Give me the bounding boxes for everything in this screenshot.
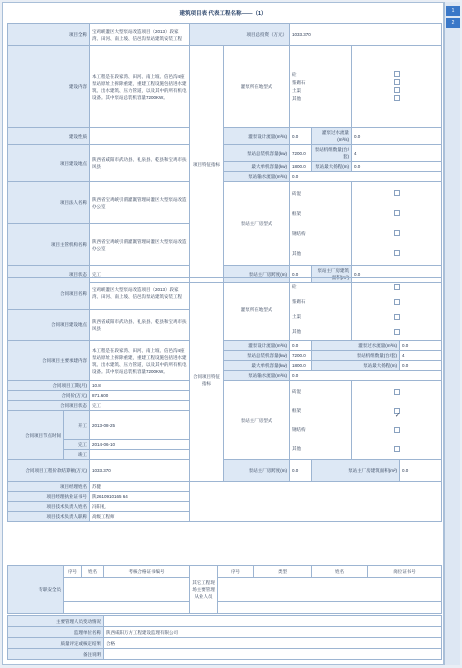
- other-staff-label: 其它工程现场主要管理从业人员: [190, 566, 218, 614]
- cert-label: 项目经理执业证书号: [8, 492, 90, 502]
- project-table: [7, 23, 442, 283]
- tech-label: 项目技术负责人姓名: [8, 502, 90, 512]
- record-sheet: [2, 2, 444, 665]
- max-flow-value: 0.0: [290, 128, 312, 145]
- tech-title-value: 高级工程师: [90, 512, 190, 522]
- c-form-options: [290, 278, 352, 341]
- checkbox[interactable]: [394, 314, 400, 320]
- features-label: 项目特征指标: [190, 46, 224, 283]
- contract-name-label: 合同项目名称: [8, 278, 90, 310]
- name-header-2: 姓名: [312, 566, 368, 578]
- total-cap-label: 泵站总装机容量(kw): [224, 145, 290, 162]
- form-option-2: 土渠: [292, 87, 301, 93]
- checkbox[interactable]: [394, 299, 400, 305]
- c-building-label: 泵站主厂房型式: [224, 381, 290, 460]
- units-label: 泵站机组数量(台/套): [312, 145, 352, 162]
- c-building-option-3: 其他: [292, 446, 301, 451]
- c-tunnel: 0.0: [400, 341, 442, 351]
- tech-title-label: 项目技术负责人职称: [8, 512, 90, 522]
- c-floor-label: 泵站主厂房建筑面积(m²): [312, 460, 400, 482]
- tunnel-value: 0.0: [352, 128, 442, 145]
- checkbox[interactable]: [394, 250, 400, 256]
- nature-value: [90, 128, 190, 145]
- contract-name: 宝鸡峡灌区大型泵站改造项目（2013）段家湾、田河、南上坡、信邑沟泵站建筑安装工程: [90, 278, 190, 310]
- start-value: 2013-08-25: [90, 411, 190, 440]
- start-label: 开工: [64, 411, 90, 440]
- type-header: 类型: [254, 566, 312, 578]
- nature-label: 建设性质: [8, 128, 90, 145]
- checkbox[interactable]: [394, 190, 400, 196]
- period-label: 合同项目工期(月): [8, 381, 90, 391]
- checkbox[interactable]: [394, 210, 400, 216]
- c-building-checkboxes: [352, 381, 442, 460]
- project-name: 宝鸡峡灌区大型泵站改造项目（2013）段家湾、田河、南上坡、信邑沟泵站建筑安装工程: [90, 24, 190, 46]
- changes-value: [104, 616, 442, 627]
- c-form-option-0: 砼: [292, 284, 297, 289]
- c-form-label: 灌泵所在地型式: [224, 278, 290, 341]
- c-design-flow: 0.0: [290, 371, 442, 381]
- page-button-1[interactable]: 1: [446, 6, 460, 16]
- seq-header: 序号: [64, 566, 82, 578]
- area-value: 0.0: [290, 266, 312, 283]
- quality-label: 质量评定或核定结果: [8, 638, 104, 649]
- checkbox[interactable]: [394, 427, 400, 433]
- lift-value: 0.0: [352, 162, 442, 172]
- checkbox[interactable]: [394, 79, 400, 85]
- contract-location-label: 合同项目建设地点: [8, 309, 90, 341]
- quality-value: 合格: [104, 638, 442, 649]
- contract-content-label: 合同项目主要承建内容: [8, 341, 90, 381]
- accept-value: [90, 450, 190, 460]
- tunnel-label: 灌泵过水流量(m³/s): [312, 128, 352, 145]
- c-tunnel-label: 灌泵过水流量(m³/s): [312, 341, 400, 351]
- form-checkboxes: [352, 46, 442, 128]
- supervisor-label: 监理单位名称: [8, 627, 104, 638]
- max-flow-label: 灌泵设计流量(m³/s): [224, 128, 290, 145]
- design-flow-label: 泵站输水流量(m³/s): [224, 172, 290, 182]
- tech-value: 冯阳礼: [90, 502, 190, 512]
- checkbox[interactable]: [394, 329, 400, 335]
- checkbox[interactable]: [394, 389, 400, 395]
- finish-value: 2014-06-10: [90, 440, 190, 450]
- price-value: 871.600: [90, 391, 190, 401]
- dept-label: 项目主管机构名称: [8, 224, 90, 266]
- location-value: 陕西省咸阳市武功县、礼泉县、乾县和宝鸡市扶风县: [90, 145, 190, 182]
- legal-label: 项目法人名称: [8, 182, 90, 224]
- content-value: 本工程是在段家湾、田河、南上坡、信邑沟4座泵站原址上拆除重建，重建工程设施包括进水建筑、出水建筑、压力管道，以及其中的所有机电设备。其中泵站总装机容量7200KW。: [90, 46, 190, 128]
- contract-content: 本工程是在段家湾、田河、南上坡、信邑沟4座泵站原址上拆除重建，重建工程设施包括进水建筑、出水建筑、压力管道，以及其中的所有机电设备。其中泵站总装机容量7200KW。: [90, 341, 190, 381]
- checkbox[interactable]: [394, 71, 400, 77]
- supervisor-value: 陕西咸阳万方工程建设监理有限公司: [104, 627, 442, 638]
- manager-value: 苏健: [90, 482, 190, 492]
- status-value: 完工: [90, 266, 190, 283]
- contract-table: [7, 277, 442, 522]
- units-value: 4: [352, 145, 442, 162]
- floor-value: 0.0: [352, 266, 442, 283]
- lift-label: 泵站最大扬程(m): [312, 162, 352, 172]
- building-option-2: 钢结构: [292, 230, 306, 236]
- c-lift-label: 泵站最大扬程(m): [312, 361, 400, 371]
- c-building-option-2: 钢结构: [292, 427, 306, 432]
- c-building-option-1: 框架: [292, 408, 301, 413]
- remarks-value: [104, 649, 442, 660]
- building-options: [290, 182, 352, 266]
- checkbox[interactable]: [394, 87, 400, 93]
- c-total-cap-label: 泵站总装机容量(kw): [224, 351, 290, 361]
- c-single-cap: 1800.0: [290, 361, 312, 371]
- single-cap-value: 1800.0: [290, 162, 312, 172]
- status-label: 项目状态: [8, 266, 90, 283]
- c-units: 4: [400, 351, 442, 361]
- c-max-flow: 0.0: [290, 341, 312, 351]
- empty-cell: [64, 578, 190, 602]
- c-total-cap: 7200.0: [290, 351, 312, 361]
- form-option-1: 浆砌石: [292, 79, 306, 85]
- c-form-option-2: 土渠: [292, 314, 301, 319]
- checkbox[interactable]: [394, 230, 400, 236]
- form-label: 灌泵所在地型式: [224, 46, 290, 128]
- floor-label: 泵站主厂房建筑面积(m²): [312, 266, 352, 283]
- total-cap-value: 7200.0: [290, 145, 312, 162]
- c-units-label: 泵站机组数量(台/套): [312, 351, 400, 361]
- cert-header: 考核合格证书编号: [104, 566, 190, 578]
- building-checkboxes: [352, 182, 442, 266]
- form-option-3: 其他: [292, 95, 301, 101]
- single-cap-label: 最大单机容量(kw): [224, 162, 290, 172]
- area-label: 泵站主厂房跨度(m): [224, 266, 290, 283]
- contract-status: 完工: [90, 401, 190, 411]
- c-building-options: [290, 381, 352, 460]
- post-cert-header: 岗位证书号: [368, 566, 442, 578]
- c-building-option-0: 砖混: [292, 389, 301, 394]
- c-lift: 0.0: [400, 361, 442, 371]
- c-area-label: 泵站主厂房跨度(m): [224, 460, 290, 482]
- content-label: 建设内容: [8, 46, 90, 128]
- empty-cell: [64, 602, 190, 614]
- blank-cell: [190, 482, 442, 522]
- empty-cell: [218, 578, 442, 602]
- remarks-label: 备注说明: [8, 649, 104, 660]
- contract-features-label: 合同项目特征指标: [190, 278, 224, 482]
- manager-label: 项目经理姓名: [8, 482, 90, 492]
- checkbox-checked[interactable]: [394, 408, 400, 414]
- c-floor: 0.0: [400, 460, 442, 482]
- seq-header-2: 序号: [218, 566, 254, 578]
- c-design-flow-label: 泵站输水流量(m³/s): [224, 371, 290, 381]
- price-label: 合同价(万元): [8, 391, 90, 401]
- form-option-0: 砼: [292, 71, 297, 77]
- time-label: 合同项目节点时间: [8, 411, 64, 460]
- settle-label: 合同项目工程价款结算额(万元): [8, 460, 90, 482]
- building-option-1: 框架: [292, 210, 301, 216]
- design-flow-value: 0.0: [290, 172, 442, 182]
- building-option-3: 其他: [292, 250, 301, 256]
- contract-location: 陕西省咸阳市武功县、礼泉县、乾县和宝鸡市扶风县: [90, 309, 190, 341]
- footer-table: [7, 615, 442, 660]
- staff-table: [7, 565, 442, 614]
- checkbox[interactable]: [394, 446, 400, 452]
- accept-label: 竣工: [64, 450, 90, 460]
- page-title: 建筑项目表 代表工程名称——（1）: [179, 11, 267, 17]
- empty-cell: [218, 602, 442, 614]
- c-single-cap-label: 最大单机容量(kw): [224, 361, 290, 371]
- checkbox[interactable]: [394, 95, 400, 101]
- legal-value: 陕西省宝鸡峡引渭灌溉管理局灌区大型泵站改造办公室: [90, 182, 190, 224]
- form-options: [290, 46, 352, 128]
- dept-value: 陕西省宝鸡峡引渭灌溉管理局灌区大型泵站改造办公室: [90, 224, 190, 266]
- project-name-label: 项目全称: [8, 24, 90, 46]
- c-form-checkboxes: [352, 278, 442, 341]
- finish-label: 完工: [64, 440, 90, 450]
- c-max-flow-label: 灌泵设计流量(m³/s): [224, 341, 290, 351]
- page-nav: [444, 2, 460, 665]
- cert-value: 陕2610910165 64: [90, 492, 190, 502]
- name-header: 姓名: [82, 566, 104, 578]
- building-option-0: 砖混: [292, 190, 301, 196]
- investment-value: 1033.370: [290, 24, 442, 46]
- building-label: 泵站主厂房型式: [224, 182, 290, 266]
- safety-label: 专职安全员: [8, 566, 64, 614]
- checkbox[interactable]: [394, 284, 400, 290]
- location-label: 项目建设地点: [8, 145, 90, 182]
- c-form-option-1: 浆砌石: [292, 299, 306, 304]
- c-form-option-3: 其他: [292, 329, 301, 334]
- changes-label: 主要管理人员变动情况: [8, 616, 104, 627]
- contract-status-label: 合同项目状态: [8, 401, 90, 411]
- investment-label: 项目总投资（万元）: [190, 24, 290, 46]
- page-button-2[interactable]: 2: [446, 18, 460, 28]
- period-value: 10.8: [90, 381, 190, 391]
- settle-value: 1033.370: [90, 460, 190, 482]
- c-area: 0.0: [290, 460, 312, 482]
